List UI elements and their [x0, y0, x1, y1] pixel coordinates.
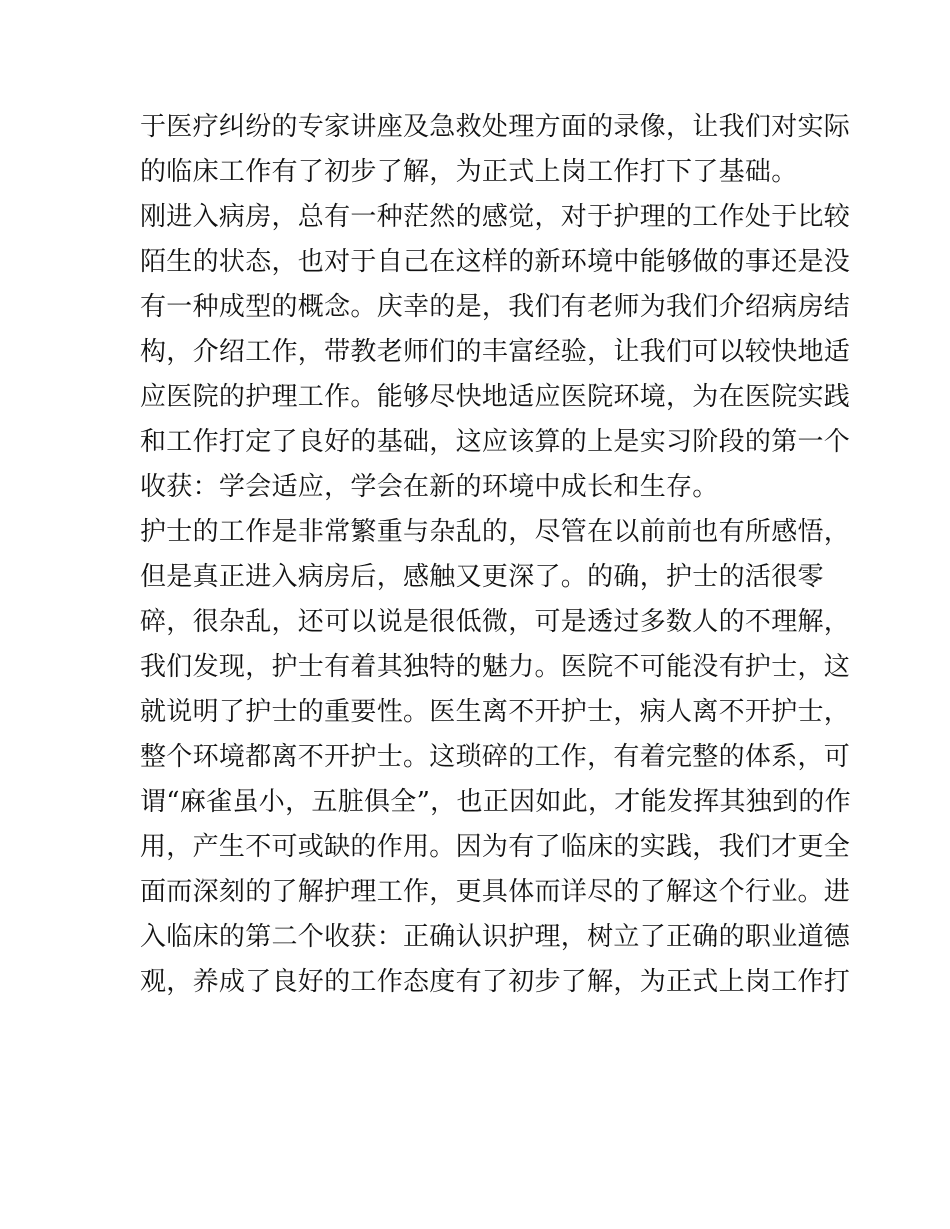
text-line: 和工作打定了良好的基础，这应该算的上是实习阶段的第一个: [140, 427, 851, 457]
text-line: 整个环境都离不开护士。这琐碎的工作，有着完整的体系，可: [140, 742, 851, 772]
text-line: 有一种成型的概念。庆幸的是，我们有老师为我们介绍病房结: [140, 292, 851, 322]
text-line: 应医院的护理工作。能够尽快地适应医院环境，为在医院实践: [140, 382, 851, 412]
text-line: 的临床工作有了初步了解，为正式上岗工作打下了基础。: [140, 157, 798, 187]
text-line: 谓“麻雀虽小，五脏俱全”，也正因如此，才能发挥其独到的作: [140, 787, 851, 817]
text-line: 刚进入病房，总有一种茫然的感觉，对于护理的工作处于比较: [140, 202, 851, 232]
text-line: 我们发现，护士有着其独特的魅力。医院不可能没有护士，这: [140, 652, 851, 682]
text-line: 护士的工作是非常繁重与杂乱的，尽管在以前前也有所感悟，: [140, 517, 851, 547]
text-line: 入临床的第二个收获：正确认识护理，树立了正确的职业道德: [140, 922, 851, 952]
text-line: 于医疗纠纷的专家讲座及急救处理方面的录像，让我们对实际: [140, 112, 851, 142]
text-line: 观，养成了良好的工作态度有了初步了解，为正式上岗工作打: [140, 967, 851, 997]
text-line: 碎，很杂乱，还可以说是很低微，可是透过多数人的不理解，: [140, 607, 851, 637]
text-line: 就说明了护士的重要性。医生离不开护士，病人离不开护士，: [140, 697, 851, 727]
text-line: 构，介绍工作，带教老师们的丰富经验，让我们可以较快地适: [140, 337, 851, 367]
document-body: [140, 105, 851, 1005]
text-line: 收获：学会适应，学会在新的环境中成长和生存。: [140, 472, 719, 502]
text-line: 陌生的状态，也对于自己在这样的新环境中能够做的事还是没: [140, 247, 851, 277]
text-line: 面而深刻的了解护理工作，更具体而详尽的了解这个行业。进: [140, 877, 851, 907]
text-line: 用，产生不可或缺的作用。因为有了临床的实践，我们才更全: [140, 832, 851, 862]
text-line: 但是真正进入病房后，感触又更深了。的确，护士的活很零: [140, 562, 824, 592]
